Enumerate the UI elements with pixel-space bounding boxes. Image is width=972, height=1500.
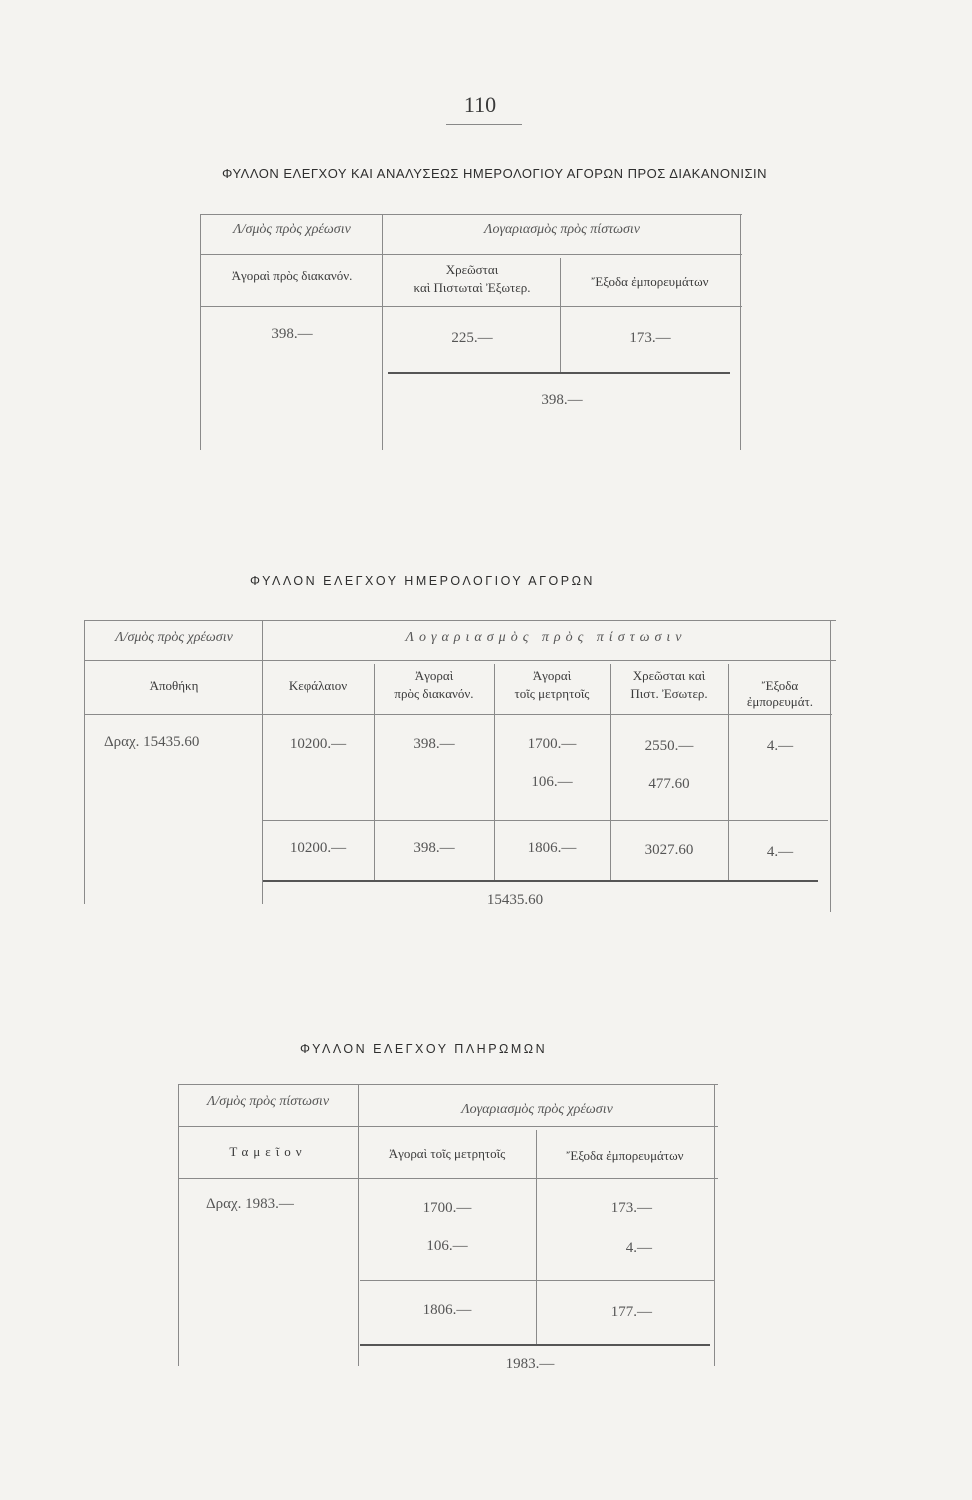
table2-r1-expenses: 4.— <box>766 738 794 754</box>
table1-divider-credit <box>560 258 561 372</box>
table3-r1-expenses: 173.— <box>610 1200 652 1216</box>
table2-divider-4 <box>728 664 729 880</box>
table3-total: 1983.— <box>505 1356 555 1372</box>
table1-col-purchases: Ἀγοραὶ πρὸς διακανόν. <box>231 268 353 283</box>
table1-top-rule <box>200 214 742 215</box>
table3-subtotal-rule <box>360 1280 714 1281</box>
table2-divider-3 <box>610 664 611 880</box>
table1-debit-header: Λ/σμὸς πρὸς χρέωσιν <box>233 222 351 237</box>
table2-divider-debit <box>262 620 263 904</box>
table1-left-border <box>200 214 201 450</box>
table3-r2-purch-cash: 106.— <box>426 1238 468 1254</box>
table3-total-rule <box>360 1344 710 1346</box>
table2-sub-debtors: 3027.60 <box>644 842 694 858</box>
table2-total-rule <box>262 880 818 882</box>
table2-subheader-rule <box>84 714 832 715</box>
table2-col-expenses-2: ἐμπορευμάτ. <box>746 694 814 709</box>
table3-r1-purch-cash: 1700.— <box>422 1200 472 1216</box>
table3-divider-debit <box>536 1130 537 1344</box>
table2-col-purch-cash-1: Ἀγοραὶ <box>532 668 572 683</box>
table3-r2-expenses: 4.— <box>625 1240 652 1256</box>
table2-right-border <box>830 620 831 912</box>
table2-divider-1 <box>374 664 375 880</box>
table2-total: 15435.60 <box>486 892 544 908</box>
table2-col-purch-cash-2: τοῖς μετρητοῖς <box>514 686 590 701</box>
table2-header-rule <box>84 660 836 661</box>
table3-col-purch-cash: Ἀγοραὶ τοῖς μετρητοῖς <box>388 1146 506 1161</box>
table3-top-rule <box>178 1084 718 1085</box>
table3-credit-header: Λ/σμὸς πρὸς πίστωσιν <box>206 1094 330 1109</box>
table1-val-debtors: 225.— <box>451 330 493 346</box>
table3-left-border <box>178 1084 179 1366</box>
table2-sub-purch-cash: 1806.— <box>527 840 577 856</box>
table2-col-debtors-1: Χρεῶσται καὶ <box>632 668 706 683</box>
table1-col-debtors-1: Χρεῶσται <box>445 262 499 277</box>
table1-col-debtors-2: καὶ Πιστωταὶ Ἐξωτερ. <box>413 280 531 295</box>
table1-credit-header: Λογαριασμὸς πρὸς πίστωσιν <box>483 222 641 237</box>
table2-divider-2 <box>494 664 495 880</box>
page-number: 110 <box>463 92 497 117</box>
table3-sub-expenses: 177.— <box>610 1304 652 1320</box>
table2-col-debtors-2: Πιστ. Ἐσωτερ. <box>630 686 708 701</box>
table3-col-expenses: Ἔξοδα ἐμπορευμάτων <box>566 1148 684 1163</box>
table3-subheader-rule <box>178 1178 718 1179</box>
table1-right-border <box>740 214 741 450</box>
table2-sub-expenses: 4.— <box>766 844 794 860</box>
table2-sub-purch-settle: 398.— <box>413 840 455 856</box>
table3-right-border <box>714 1084 715 1366</box>
table2-top-rule <box>84 620 836 621</box>
table2-col-expenses-1: Ἔξοδα <box>761 678 799 693</box>
table1-divider-debit <box>382 214 383 450</box>
table3-sub-purch-cash: 1806.— <box>422 1302 472 1318</box>
table2-r1-debtors: 2550.— <box>644 738 694 754</box>
table3-divider-credit <box>358 1084 359 1366</box>
table2-r1-purch-cash: 1700.— <box>527 736 577 752</box>
table1-val-purchases: 398.— <box>271 326 313 342</box>
table1-subheader-rule <box>200 306 742 307</box>
table2-left-border <box>84 620 85 904</box>
table1-header-rule <box>200 254 742 255</box>
table2-sub-capital: 10200.— <box>289 840 347 856</box>
table3-title: ΦΥΛΛΟΝ ΕΛΕΓΧΟΥ ΠΛΗΡΩΜΩΝ <box>300 1042 548 1056</box>
table3-cashbox-value: Δραχ. 1983.— <box>206 1196 294 1212</box>
table3-debit-header: Λογαριασμὸς πρὸς χρέωσιν <box>461 1102 613 1117</box>
table2-r1-purch-settle: 398.— <box>413 736 455 752</box>
table2-warehouse-value: Δραχ. 15435.60 <box>104 734 200 750</box>
table2-credit-header: Λογαριασμὸς πρὸς πίστωσιν <box>405 630 687 645</box>
table1-total-rule <box>388 372 730 374</box>
table3-header-rule <box>178 1126 718 1127</box>
table3-col-cashbox: Ταμεῖον <box>229 1144 307 1159</box>
table2-col-purch-settle-2: πρὸς διακανόν. <box>394 686 474 701</box>
table2-debit-header: Λ/σμὸς πρὸς χρέωσιν <box>115 630 233 645</box>
table2-r2-debtors: 477.60 <box>648 776 690 792</box>
table2-r1-capital: 10200.— <box>289 736 347 752</box>
table2-subtotal-rule <box>262 820 828 821</box>
table2-col-capital: Κεφάλαιον <box>288 678 348 693</box>
table1-total: 398.— <box>541 392 583 408</box>
table1-title: ΦΥΛΛΟΝ ΕΛΕΓΧΟΥ ΚΑΙ ΑΝΑΛΥΣΕΩΣ ΗΜΕΡΟΛΟΓΙΟΥ ΑΓΟΡΩΝ ΠΡΟΣ ΔΙΑΚΑΝΟΝΙΣΙΝ <box>222 166 768 181</box>
page-number-rule <box>446 124 522 125</box>
table1-col-expenses: Ἔξοδα ἐμπορευμάτων <box>591 274 709 289</box>
table2-col-purch-settle-1: Ἀγοραὶ <box>414 668 454 683</box>
table2-r2-purch-cash: 106.— <box>531 774 573 790</box>
table2-col-warehouse: Ἀποθήκη <box>149 678 199 693</box>
table1-val-expenses: 173.— <box>629 330 671 346</box>
table2-title: ΦΥΛΛΟΝ ΕΛΕΓΧΟΥ ΗΜΕΡΟΛΟΓΙΟΥ ΑΓΟΡΩΝ <box>250 574 595 588</box>
